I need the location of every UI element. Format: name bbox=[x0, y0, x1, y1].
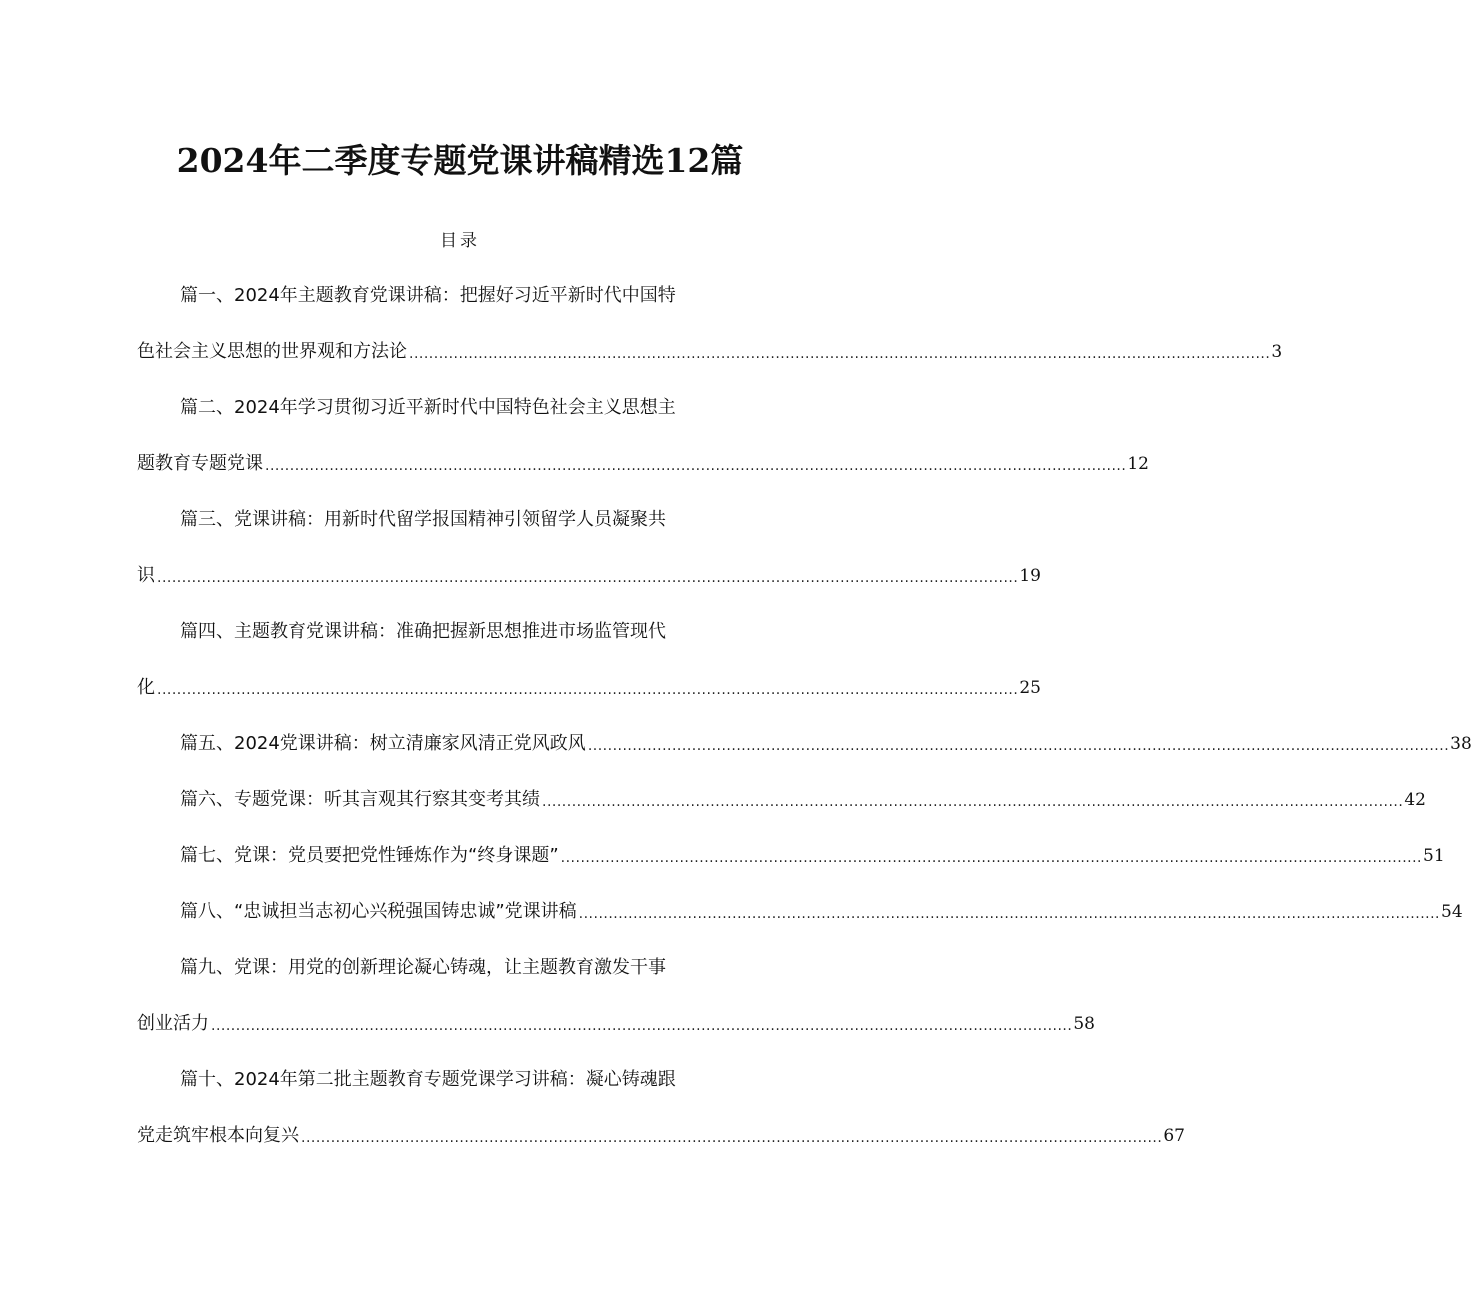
toc-entry-7 bbox=[180, 841, 1445, 871]
toc-entry-text: 识 bbox=[137, 565, 155, 586]
toc-page-number: 19 bbox=[1019, 566, 1041, 586]
toc-entry-text: 党走筑牢根本向复兴 bbox=[137, 1125, 299, 1146]
toc-page-number: 54 bbox=[1441, 902, 1463, 922]
toc-leader-dots: .............................................................................................................................................................................. bbox=[578, 906, 1440, 922]
toc-page-number: 38 bbox=[1450, 734, 1472, 754]
toc-leader-dots: .............................................................................................................................................................................. bbox=[301, 1130, 1163, 1146]
toc-entry-1-line1: 篇一、2024年主题教育党课讲稿：把握好习近平新时代中国特 bbox=[180, 285, 676, 306]
toc-entry-text: 色社会主义思想的世界观和方法论 bbox=[137, 341, 407, 362]
document-title: 2024年二季度专题党课讲稿精选12篇 bbox=[176, 141, 744, 180]
toc-entry-text: 化 bbox=[137, 677, 155, 698]
toc-leader-dots: .............................................................................................................................................................................. bbox=[211, 1018, 1073, 1034]
toc-entry-4-line2 bbox=[137, 673, 1041, 703]
toc-page-number: 58 bbox=[1073, 1014, 1095, 1034]
toc-entry-3-line1: 篇三、党课讲稿：用新时代留学报国精神引领留学人员凝聚共 bbox=[180, 509, 666, 530]
toc-entry-9-line2 bbox=[137, 1009, 1095, 1039]
toc-entry-1-line2 bbox=[137, 337, 1283, 367]
toc-page-number: 51 bbox=[1423, 846, 1445, 866]
toc-entry-4-line1: 篇四、主题教育党课讲稿：准确把握新思想推进市场监管现代 bbox=[180, 621, 666, 642]
toc-entry-5 bbox=[180, 729, 1472, 759]
toc-entry-text: 篇五、2024党课讲稿：树立清廉家风清正党风政风 bbox=[180, 733, 586, 754]
toc-entry-6 bbox=[180, 785, 1426, 815]
toc-leader-dots: .............................................................................................................................................................................. bbox=[265, 458, 1127, 474]
toc-leader-dots: .............................................................................................................................................................................. bbox=[587, 738, 1450, 754]
toc-entry-text: 题教育专题党课 bbox=[137, 453, 263, 474]
toc-page-number: 12 bbox=[1127, 454, 1149, 474]
toc-entry-text: 篇八、“忠诚担当志初心兴税强国铸忠诚”党课讲稿 bbox=[180, 901, 577, 922]
toc-entry-10-line1: 篇十、2024年第二批主题教育专题党课学习讲稿：凝心铸魂跟 bbox=[180, 1069, 676, 1090]
toc-leader-dots: .............................................................................................................................................................................. bbox=[409, 346, 1271, 362]
toc-entry-8 bbox=[180, 897, 1463, 927]
toc-entry-2-line1: 篇二、2024年学习贯彻习近平新时代中国特色社会主义思想主 bbox=[180, 397, 676, 418]
toc-entry-2-line2 bbox=[137, 449, 1149, 479]
toc-leader-dots: .............................................................................................................................................................................. bbox=[157, 682, 1019, 698]
toc-entry-text: 创业活力 bbox=[137, 1013, 209, 1034]
toc-heading: 目录 bbox=[440, 231, 480, 251]
toc-entry-9-line1: 篇九、党课：用党的创新理论凝心铸魂，让主题教育激发干事 bbox=[180, 957, 666, 978]
toc-page-number: 42 bbox=[1404, 790, 1426, 810]
toc-leader-dots: .............................................................................................................................................................................. bbox=[542, 794, 1404, 810]
toc-leader-dots: .............................................................................................................................................................................. bbox=[560, 850, 1422, 866]
toc-page-number: 3 bbox=[1271, 342, 1283, 362]
toc-entry-3-line2 bbox=[137, 561, 1041, 591]
toc-entry-text: 篇六、专题党课：听其言观其行察其变考其绩 bbox=[180, 789, 540, 810]
toc-leader-dots: .............................................................................................................................................................................. bbox=[157, 570, 1019, 586]
toc-entry-10-line2 bbox=[137, 1121, 1185, 1151]
toc-page-number: 67 bbox=[1163, 1126, 1185, 1146]
toc-entry-text: 篇七、党课：党员要把党性锤炼作为“终身课题” bbox=[180, 845, 559, 866]
toc-page-number: 25 bbox=[1019, 678, 1041, 698]
